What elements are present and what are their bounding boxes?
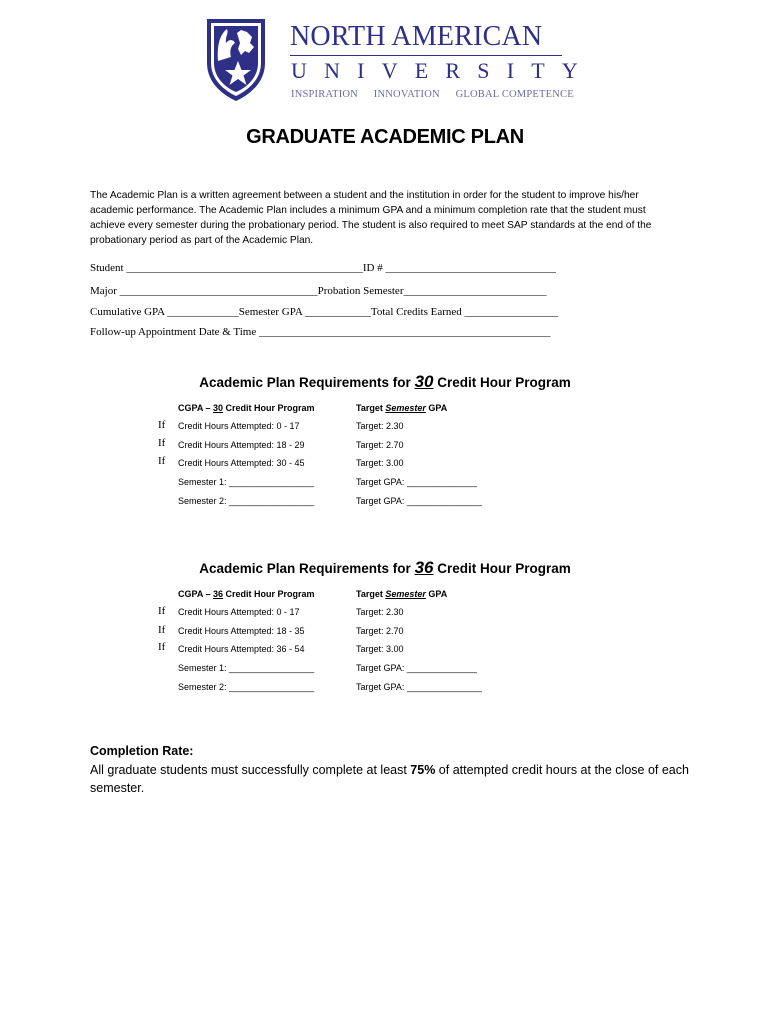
header-text: Target <box>356 589 386 599</box>
column-header-target <box>356 403 447 413</box>
semester-2-target-field: Target GPA: _______________ <box>356 682 482 692</box>
credit-hours-row: Credit Hours Attempted: 36 - 54 <box>178 644 305 654</box>
header-credit-number: 36 <box>213 589 224 599</box>
semester-1-field: Semester 1: _________________ <box>178 477 315 487</box>
completion-percent: 75% <box>410 763 436 777</box>
semester-2-field: Semester 2: _________________ <box>178 682 315 692</box>
section-title-text: Credit Hour Program <box>433 561 571 576</box>
header-emphasis: Semester <box>385 589 426 599</box>
column-header-target <box>356 589 447 599</box>
header-text: GPA <box>425 403 448 413</box>
credit-hours-row: Credit Hours Attempted: 18 - 35 <box>178 626 305 636</box>
university-name: NORTH AMERICAN <box>290 21 543 52</box>
header-rule <box>290 55 562 56</box>
completion-text: of attempted credit hours at the close of each semester. <box>90 763 689 795</box>
if-label: If <box>158 605 166 617</box>
tagline <box>291 89 587 100</box>
target-gpa-value: Target: 2.70 <box>356 626 404 636</box>
document-title: GRADUATE ACADEMIC PLAN <box>246 126 524 148</box>
column-header-cgpa <box>178 589 315 599</box>
credit-hours-row: Credit Hours Attempted: 30 - 45 <box>178 458 305 468</box>
target-gpa-value: Target: 3.00 <box>356 458 404 468</box>
credit-hours-row: Credit Hours Attempted: 0 - 17 <box>178 421 300 431</box>
semester-1-field: Semester 1: _________________ <box>178 663 315 673</box>
if-label: If <box>158 624 166 636</box>
section-title-text: Academic Plan Requirements for <box>199 561 415 576</box>
gpa-field: Cumulative GPA _____________Semester GPA ____________Total Credits Earned _________________ <box>90 306 559 318</box>
header-emphasis: Semester <box>385 403 426 413</box>
if-label: If <box>158 455 166 467</box>
if-label: If <box>158 437 166 449</box>
credit-hours-row: Credit Hours Attempted: 0 - 17 <box>178 607 300 617</box>
target-gpa-value: Target: 2.70 <box>356 440 404 450</box>
intro-paragraph: The Academic Plan is a written agreement between a student and the institution in order for the student to improve his/her academic performance. The Academic Plan includes a minimum GPA and a minimum completion rate that the student must achieve every semester during the probationary period. The student is also required to meet SAP standards at the end of the probationary period as part of the Academic Plan. <box>90 190 652 246</box>
column-header-cgpa <box>178 403 315 413</box>
semester-1-target-field: Target GPA: ______________ <box>356 663 477 673</box>
section-credit-number: 36 <box>414 558 434 577</box>
student-field: Student ___________________________________________ID # _______________________________ <box>90 262 556 274</box>
if-label: If <box>158 641 166 653</box>
tagline-item: INNOVATION <box>373 89 440 100</box>
university-crest-icon <box>205 17 267 103</box>
header-credit-number: 30 <box>213 403 224 413</box>
major-field: Major ____________________________________Probation Semester__________________________ <box>90 285 547 297</box>
if-label: If <box>158 419 166 431</box>
semester-1-target-field: Target GPA: ______________ <box>356 477 477 487</box>
completion-text: All graduate students must successfully complete at least <box>90 763 411 777</box>
section-title-36 <box>0 558 770 578</box>
target-gpa-value: Target: 2.30 <box>356 607 404 617</box>
target-gpa-value: Target: 3.00 <box>356 644 404 654</box>
completion-rate-title: Completion Rate: <box>90 744 194 758</box>
section-title-text: Academic Plan Requirements for <box>199 375 415 390</box>
section-title-text: Credit Hour Program <box>433 375 571 390</box>
header-text: Target <box>356 403 386 413</box>
followup-field: Follow-up Appointment Date & Time _____________________________________________________ <box>90 326 551 338</box>
credit-hours-row: Credit Hours Attempted: 18 - 29 <box>178 440 305 450</box>
semester-2-field: Semester 2: _________________ <box>178 496 315 506</box>
completion-rate-text <box>90 761 690 797</box>
tagline-item: INSPIRATION <box>291 89 358 100</box>
semester-2-target-field: Target GPA: _______________ <box>356 496 482 506</box>
header-text: Credit Hour Program <box>223 403 315 413</box>
header-text: Credit Hour Program <box>223 589 315 599</box>
header-text: CGPA – <box>178 589 214 599</box>
header-text: GPA <box>425 589 448 599</box>
section-credit-number: 30 <box>414 372 434 391</box>
header-text: CGPA – <box>178 403 214 413</box>
section-title-30 <box>0 372 770 392</box>
tagline-item: GLOBAL COMPETENCE <box>455 89 574 100</box>
target-gpa-value: Target: 2.30 <box>356 421 404 431</box>
university-subtitle: UNIVERSITY <box>291 58 595 83</box>
